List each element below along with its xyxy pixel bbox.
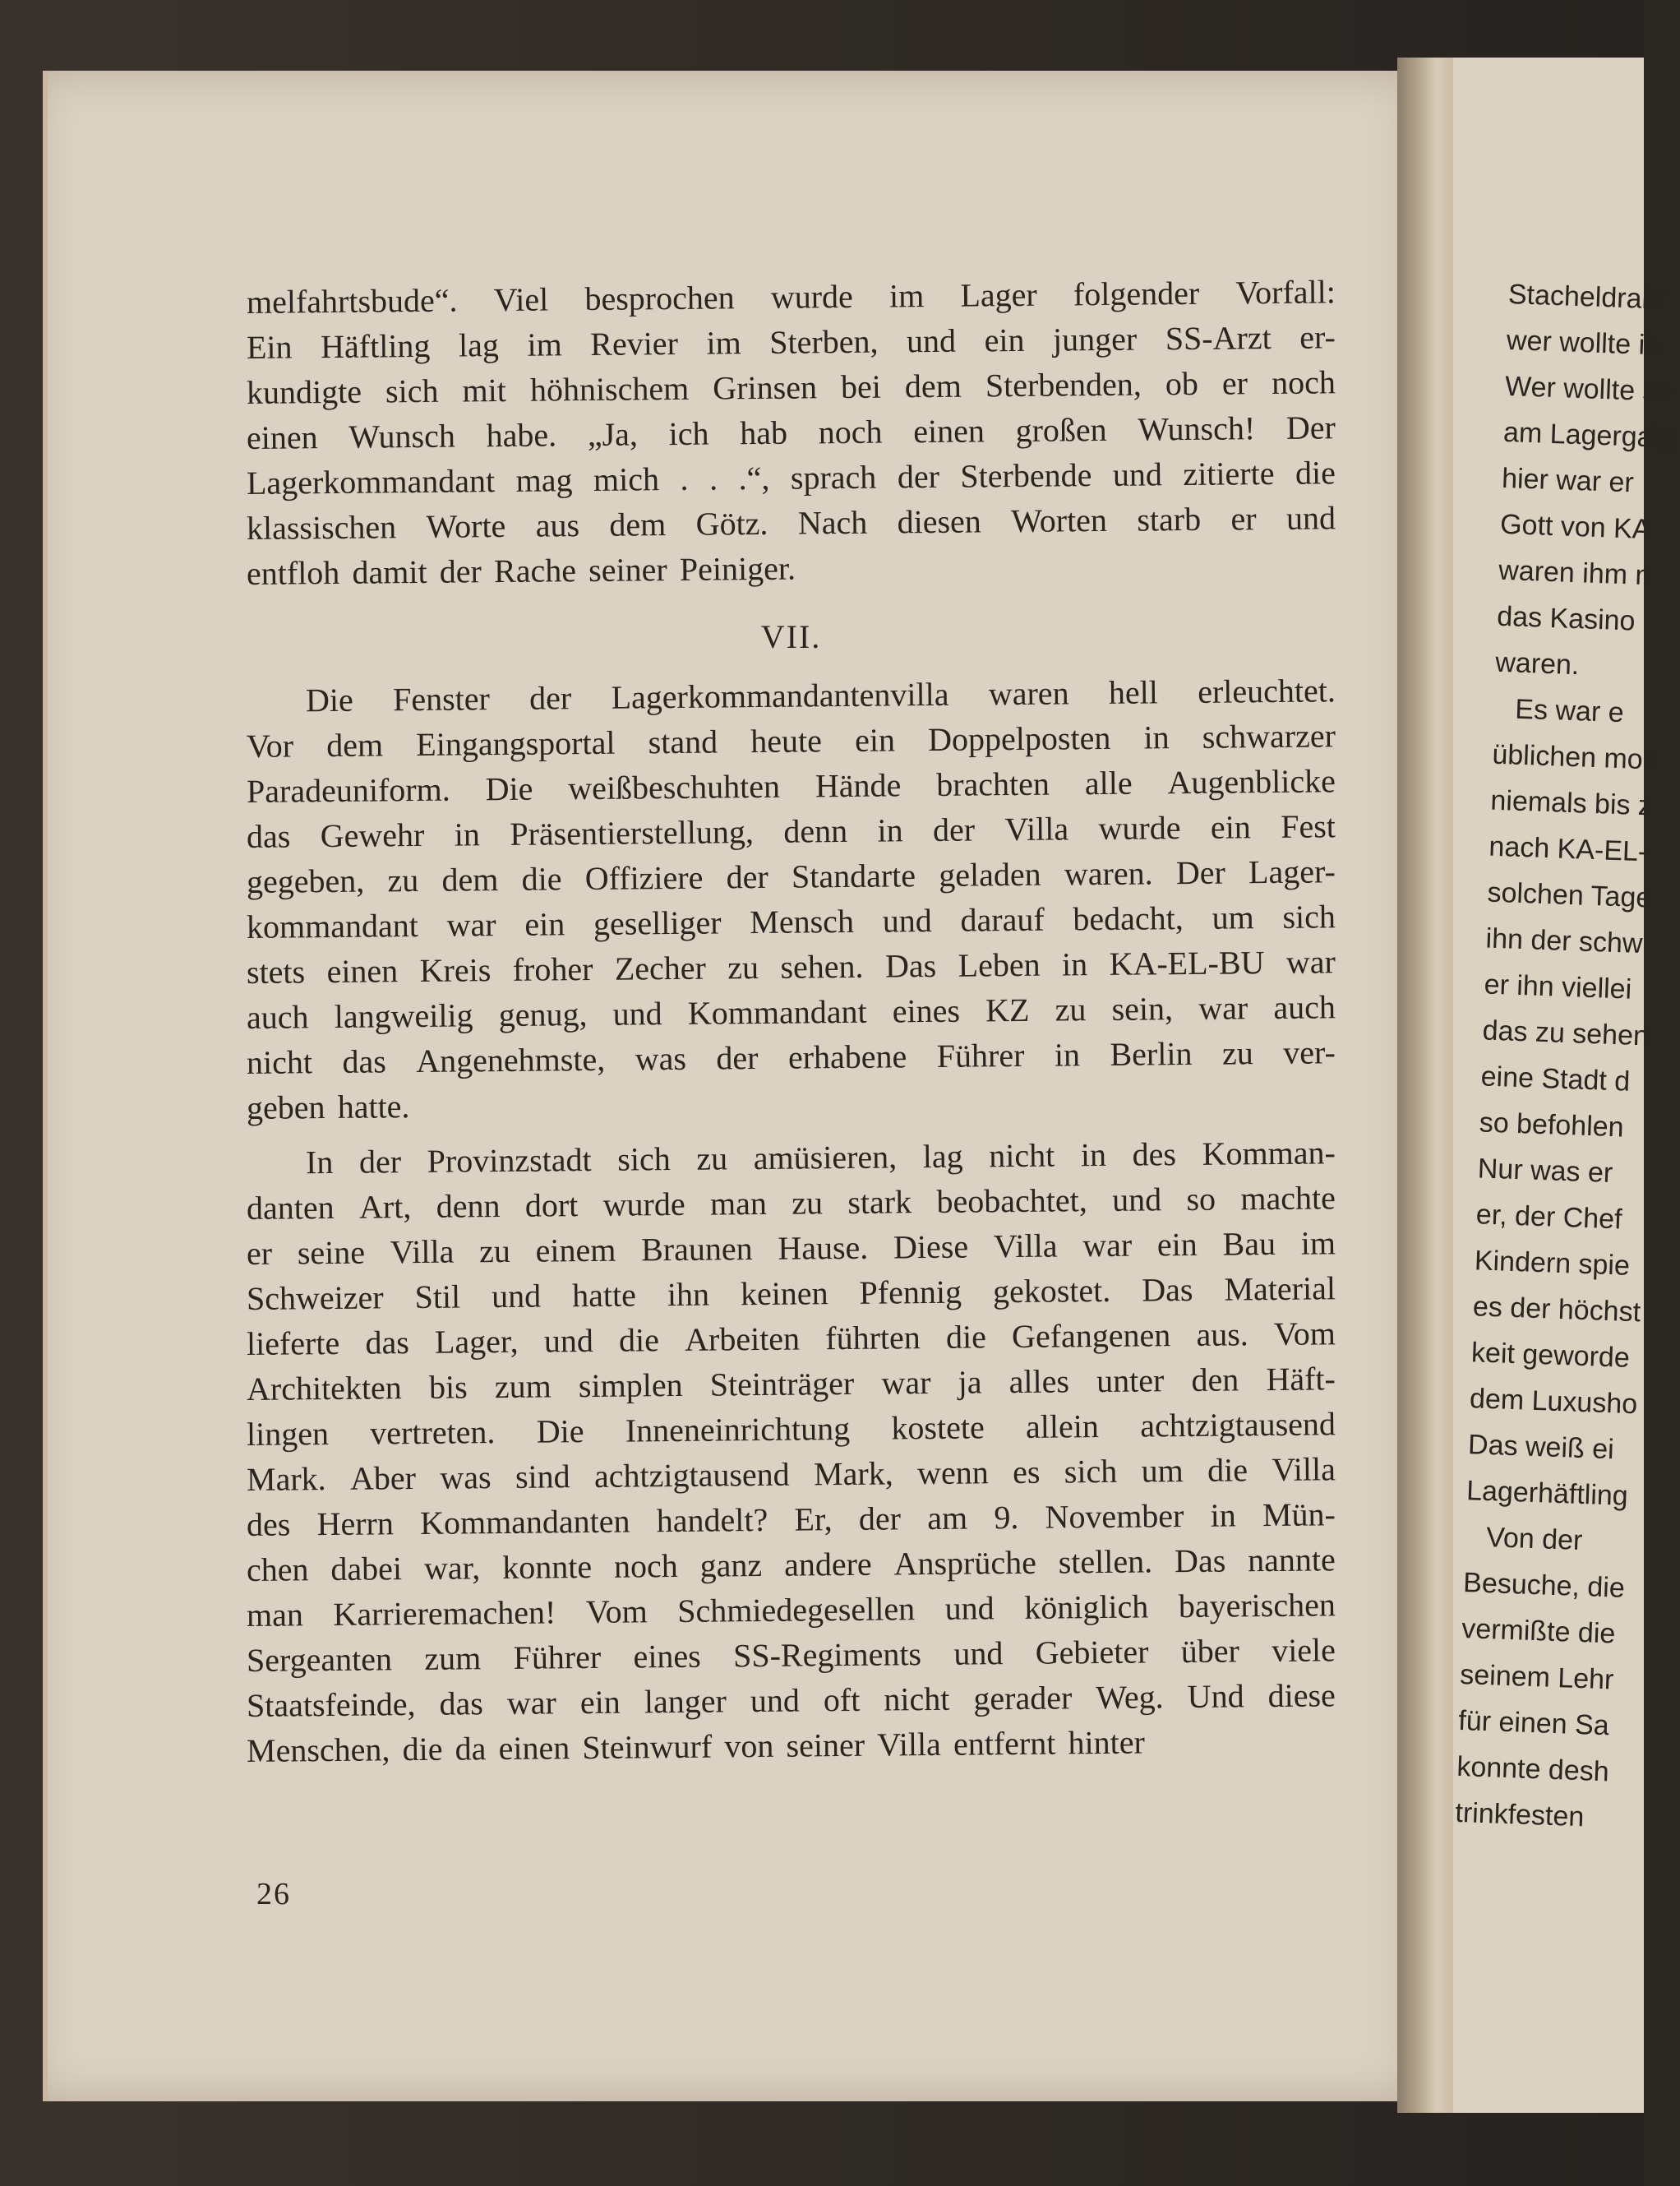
- facing-page-line: es der höchst: [1472, 1291, 1641, 1329]
- text-line: nicht das Angenehmste, was der erhabene Führer in Berlin zu ver-: [246, 1033, 1336, 1081]
- facing-page-line: nach KA-EL-: [1488, 830, 1648, 868]
- facing-page-line: wer wollte ih: [1506, 324, 1661, 362]
- facing-page-line: solchen Tage: [1486, 876, 1652, 914]
- text-line: Schweizer Stil und hatte ihn keinen Pfennig gekostet. Das Material: [246, 1269, 1336, 1317]
- text-line: des Herrn Kommandanten handelt? Er, der am 9. November in Mün-: [246, 1495, 1336, 1543]
- facing-page-line: Lagerhäftling: [1465, 1475, 1629, 1512]
- facing-page-line: so befohlen: [1479, 1107, 1625, 1144]
- text-line: Staatsfeinde, das war ein langer und oft nicht gerader Weg. Und diese: [246, 1676, 1336, 1724]
- text-line: Paradeuniform. Die weißbeschuhten Hände brachten alle Augenblicke: [246, 762, 1336, 810]
- facing-page-clip: [1453, 58, 1675, 2113]
- text-line: lingen vertreten. Die Inneneinrichtung kostete allein achtzigtausend: [246, 1405, 1336, 1453]
- text-line: melfahrtsbude“. Viel besprochen wurde im Lager folgender Vorfall:: [246, 273, 1336, 321]
- facing-page-line: er, der Chef: [1475, 1199, 1623, 1236]
- text-line: lieferte das Lager, und die Arbeiten führten die Gefangenen aus. Vom: [246, 1315, 1336, 1362]
- facing-page-line: waren ihm n: [1498, 554, 1652, 592]
- facing-page-line: das Kasino: [1496, 600, 1636, 637]
- page-body-text: [246, 273, 1336, 1773]
- facing-page-line: niemals bis z: [1489, 784, 1653, 822]
- facing-page-line: trinkfesten: [1454, 1796, 1585, 1833]
- text-line: Sergeanten zum Führer eines SS-Regiments und Gebieter über viele: [246, 1631, 1336, 1679]
- text-line: entfloh damit der Rache seiner Peiniger.: [246, 549, 796, 592]
- text-line: kommandant war ein geselliger Mensch und darauf bedacht, um sich: [246, 898, 1336, 945]
- text-line: er seine Villa zu einem Braunen Hause. Diese Villa war ein Bau im: [246, 1224, 1336, 1272]
- facing-page-line: seinem Lehr: [1459, 1658, 1615, 1696]
- text-line: Vor dem Eingangsportal stand heute ein Doppelposten in schwarzer: [246, 717, 1336, 765]
- text-line: Architekten bis zum simplen Steinträger war ja alles unter den Häft-: [246, 1360, 1336, 1407]
- text-line: einen Wunsch habe. „Ja, ich hab noch einen großen Wunsch! Der: [246, 409, 1336, 456]
- text-line: danten Art, denn dort wurde man zu stark beobachtet, und so machte: [246, 1179, 1336, 1227]
- text-line: klassischen Worte aus dem Götz. Nach diesen Worten starb er und: [246, 499, 1336, 547]
- facing-page-line: Besuche, die: [1462, 1567, 1626, 1604]
- facing-page-line: das zu sehen: [1482, 1014, 1650, 1052]
- text-line: Die Fenster der Lagerkommandantenvilla waren hell erleuchtet.: [305, 672, 1336, 719]
- facing-page-line: Von der: [1485, 1521, 1584, 1557]
- facing-page-line: hier war er: [1501, 462, 1635, 499]
- facing-page-line: ihn der schw: [1484, 922, 1644, 960]
- text-line: In der Provinzstadt sich zu amüsieren, lag nicht in des Komman-: [305, 1134, 1336, 1181]
- text-line: gegeben, zu dem die Offiziere der Standarte geladen waren. Der Lager-: [246, 853, 1336, 900]
- chapter-heading: VII.: [760, 618, 822, 655]
- facing-page-line: vermißte die: [1461, 1613, 1616, 1650]
- text-line: Mark. Aber was sind achtzigtausend Mark, wenn es sich um die Villa: [246, 1450, 1336, 1498]
- text-line: geben hatte.: [246, 1088, 410, 1126]
- text-line: chen dabei war, konnte noch ganz andere Ansprüche stellen. Das nannte: [246, 1541, 1336, 1588]
- facing-page-text: [1455, 271, 1680, 1842]
- facing-page-line: am Lagergalg: [1502, 416, 1675, 455]
- facing-page-line: für einen Sa: [1457, 1704, 1610, 1742]
- text-line: auch langweilig genug, und Kommandant eines KZ zu sein, war auch: [246, 988, 1336, 1036]
- text-line: Ein Häftling lag im Revier im Sterben, und ein junger SS-Arzt er-: [246, 318, 1336, 366]
- facing-page-line: Gott von KA: [1499, 508, 1652, 546]
- text-line: man Karrieremachen! Vom Schmiedegesellen und königlich bayerischen: [246, 1586, 1336, 1634]
- page-number: 26: [256, 1877, 291, 1911]
- text-line: kundigte sich mit höhnischem Grinsen bei dem Sterbenden, ob er noch: [246, 363, 1336, 411]
- facing-page-line: dem Luxusho: [1469, 1383, 1638, 1421]
- facing-page-line: Stacheldraht: [1507, 278, 1666, 316]
- facing-page-line: eine Stadt d: [1480, 1061, 1631, 1098]
- facing-page-line: er ihn viellei: [1484, 968, 1632, 1005]
- facing-page-line: Das weiß ei: [1467, 1429, 1615, 1466]
- facing-page-line: Es war e: [1514, 693, 1625, 729]
- facing-page-line: konnte desh: [1456, 1750, 1610, 1788]
- facing-page-line: Kindern spie: [1474, 1245, 1631, 1282]
- facing-page-line: Wer wollte se: [1504, 370, 1673, 409]
- text-line: stets einen Kreis froher Zecher zu sehen. Das Leben in KA-EL-BU war: [246, 943, 1336, 991]
- facing-page-line: üblichen mon: [1491, 738, 1659, 776]
- facing-page-line: waren.: [1494, 646, 1581, 682]
- facing-page-line: Nur was er: [1477, 1153, 1613, 1190]
- facing-page-line: keit geworde: [1470, 1337, 1631, 1374]
- text-line: Lagerkommandant mag mich . . .“, sprach der Sterbende und zitierte die: [246, 454, 1336, 501]
- text-line: Menschen, die da einen Steinwurf von seiner Villa entfernt hinter: [246, 1723, 1146, 1769]
- text-line: das Gewehr in Präsentierstellung, denn in der Villa wurde ein Fest: [246, 807, 1336, 855]
